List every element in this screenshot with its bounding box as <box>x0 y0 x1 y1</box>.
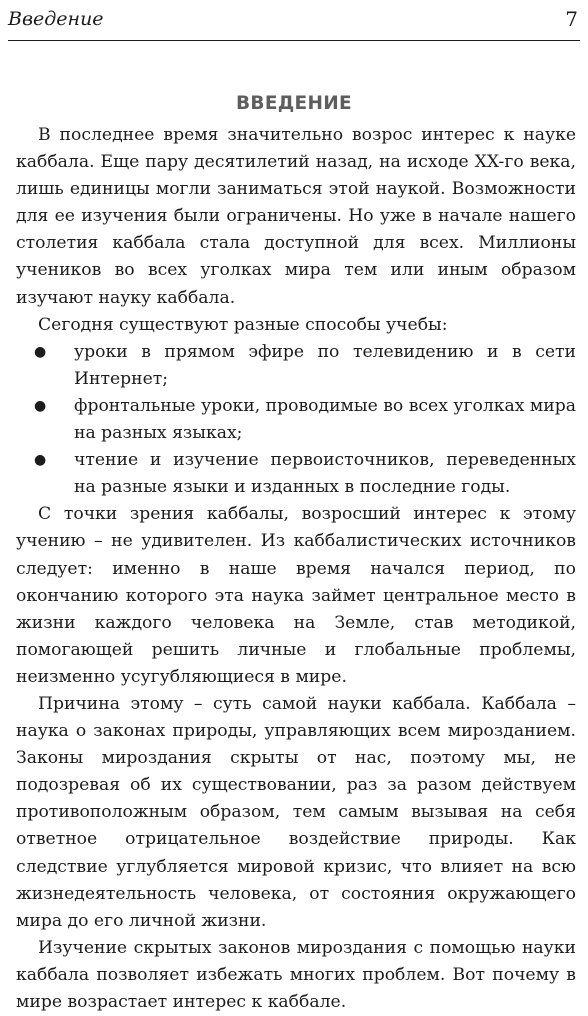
header-rule <box>8 40 580 41</box>
paragraph: С точки зрения каббалы, возросший интерес к этому учению – не удивителен. Из каббалистических источников следует: именно в наше время начался период, по окончанию которого эта наука займет центральное место в жизни каждого человека на Земле, став методикой, помогающей решить личные и глобальные проблемы, неизменно усугубляющиеся в мире. <box>16 504 576 687</box>
list-item <box>34 447 576 501</box>
bullet-list <box>16 339 576 502</box>
list-item <box>34 339 576 393</box>
bullet-icon: ● <box>34 397 47 414</box>
paragraph: В последнее время значительно возрос интерес к науке каббала. Еще пару десятилетий назад, на исходе XX-го века, лишь единицы могли заниматься этой наукой. Возможности для ее изучения были ограничены. Но уже в начале нашего столетия каббала стала доступной для всех. Миллионы учеников во всех уголках мира тем или иным образом изучают науку каббала. <box>16 125 576 308</box>
chapter-title: ВВЕДЕНИЕ <box>236 93 352 114</box>
paragraph: Сегодня существуют разные способы учебы: <box>38 314 448 335</box>
bullet-icon: ● <box>34 343 47 360</box>
paragraph: Причина этому – суть самой науки каббала. Каббала – наука о законах природы, управляющих всем мирозданием. Законы мироздания скрыты от нас, поэтому мы, не подозревая об их существовании, раз за разом действуем противоположным образом, тем самым вызывая на себя ответное отрицательное воздействие природы. Как следствие углубляется мировой кризис, что влияет на всю жизнедеятельность человека, от состояния окружающего мира до его личной жизни. <box>16 693 576 931</box>
page-body <box>16 122 576 1016</box>
page-number: 7 <box>565 7 578 31</box>
bullet-icon: ● <box>34 452 47 469</box>
list-item-text: чтение и изучение первоисточников, переведенных на разные языки и изданных в последние годы. <box>74 450 576 498</box>
list-item-text: уроки в прямом эфире по телевидению и в сети Интернет; <box>74 341 576 389</box>
running-header <box>8 6 578 32</box>
list-item-text: фронтальные уроки, проводимые во всех уголках мира на разных языках; <box>74 395 576 444</box>
paragraph: Изучение скрытых законов мироздания с помощью науки каббала позволяет избежать многих проблем. Вот почему в мире возрастает интерес к каббале. <box>16 937 576 1012</box>
list-item <box>34 393 576 447</box>
running-header-title: Введение <box>8 8 104 30</box>
